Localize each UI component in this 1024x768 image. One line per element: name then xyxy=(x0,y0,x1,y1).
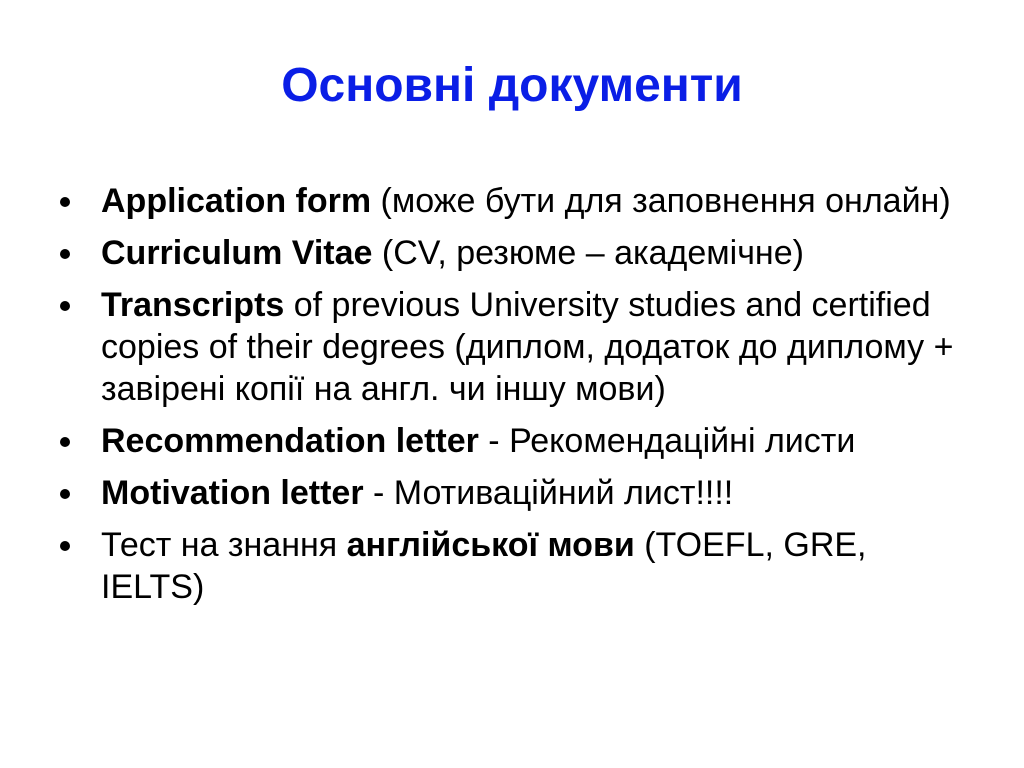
bullet-text-lead: Тест на знання xyxy=(101,526,347,564)
bullet-item-curriculum-vitae xyxy=(58,232,968,274)
bullet-bold-term: Application form xyxy=(101,182,372,220)
bullet-dot-icon xyxy=(60,301,70,311)
bullet-bold-term: Transcripts xyxy=(101,286,285,324)
bullet-bold-term: Recommendation letter xyxy=(101,422,479,460)
bullet-item-transcripts xyxy=(58,284,968,410)
bullet-dot-icon xyxy=(60,541,70,551)
bullet-dot-icon xyxy=(60,249,70,259)
bullet-list xyxy=(58,180,968,618)
bullet-text: of previous University studies and certified copies of their degrees (диплом, додаток до диплому + завірені копії на англ. чи іншу мови) xyxy=(101,286,954,408)
bullet-text: (може бути для заповнення онлайн) xyxy=(371,182,951,220)
bullet-bold-term: англійської мови xyxy=(346,526,635,564)
bullet-dot-icon xyxy=(60,437,70,447)
slide-title: Основні документи xyxy=(281,59,743,112)
bullet-text: - Рекомендаційні листи xyxy=(478,422,856,460)
bullet-item-english-test xyxy=(58,524,968,608)
bullet-dot-icon xyxy=(60,197,70,207)
bullet-text: (CV, резюме – академічне) xyxy=(372,234,804,272)
bullet-item-motivation-letter xyxy=(58,472,968,514)
bullet-dot-icon xyxy=(60,489,70,499)
bullet-text: (TOEFL, GRE, IELTS) xyxy=(101,526,867,606)
bullet-bold-term: Motivation letter xyxy=(101,474,364,512)
bullet-item-recommendation-letter xyxy=(58,420,968,462)
bullet-bold-term: Curriculum Vitae xyxy=(101,234,373,272)
bullet-text: - Мотиваційний лист!!!! xyxy=(363,474,734,512)
bullet-item-application-form xyxy=(58,180,968,222)
